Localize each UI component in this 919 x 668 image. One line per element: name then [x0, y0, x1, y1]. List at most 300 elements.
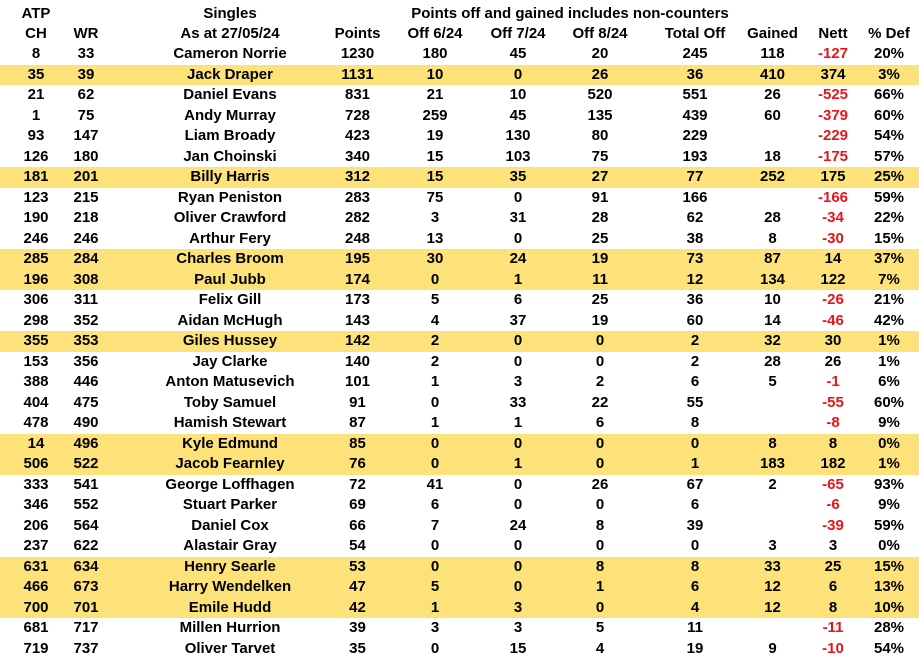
cell-def: 22%	[873, 209, 905, 226]
cell-off2: 0	[513, 352, 523, 370]
cell-ch: 466	[23, 578, 49, 595]
cell-wr: 201	[73, 168, 99, 185]
cell-wr: 475	[73, 393, 99, 411]
cell-gained: 2	[768, 475, 777, 493]
cell-wr: 311	[73, 291, 99, 308]
cell-name: Daniel Cox	[191, 516, 269, 534]
table-row	[0, 270, 919, 291]
cell-nett: 6	[828, 578, 838, 595]
table-row	[0, 85, 919, 106]
cell-off3: 0	[595, 352, 605, 370]
cell-off1: 0	[430, 455, 440, 472]
cell-off2: 0	[513, 557, 523, 575]
cell-gained: 8	[768, 434, 777, 452]
cell-ch: 333	[23, 475, 49, 493]
cell-points: 173	[344, 291, 371, 308]
cell-name: Jacob Fearnley	[175, 455, 285, 472]
table-row	[0, 188, 919, 209]
table-row	[0, 618, 919, 639]
cell-nett: -166	[817, 188, 849, 206]
header-points: Points	[334, 25, 381, 42]
cell-points: 72	[349, 475, 366, 493]
table-row	[0, 249, 919, 270]
cell-points: 53	[349, 557, 366, 575]
cell-name: George Loffhagen	[165, 475, 295, 493]
cell-points: 142	[344, 332, 371, 349]
cell-nett: 8	[828, 598, 838, 616]
table-row	[0, 126, 919, 147]
cell-total: 439	[682, 106, 708, 124]
cell-total: 36	[686, 65, 704, 83]
cell-name: Liam Broady	[184, 127, 276, 144]
cell-total: 12	[686, 270, 704, 288]
header-nett: Nett	[818, 25, 848, 42]
cell-off3: 27	[591, 168, 609, 185]
cell-ch: 123	[23, 188, 49, 206]
cell-off1: 1	[430, 414, 440, 431]
cell-off3: 8	[595, 557, 605, 575]
cell-total: 229	[682, 127, 708, 144]
cell-ch: 246	[23, 229, 49, 247]
cell-nett: -26	[822, 291, 844, 308]
cell-def: 1%	[878, 455, 900, 472]
cell-points: 54	[349, 537, 366, 554]
cell-off3: 26	[591, 65, 609, 83]
cell-total: 0	[690, 434, 700, 452]
cell-nett: 26	[824, 352, 842, 370]
cell-nett: -30	[822, 229, 844, 247]
header-off-8-24: Off 8/24	[572, 25, 628, 42]
table-row	[0, 495, 919, 516]
cell-wr: 737	[73, 639, 99, 657]
cell-off2: 0	[513, 188, 523, 206]
cell-off3: 5	[595, 619, 605, 636]
cell-ch: 8	[31, 45, 41, 62]
cell-off1: 15	[426, 168, 444, 185]
cell-off3: 25	[591, 229, 609, 247]
cell-nett: 8	[828, 434, 838, 452]
cell-name: Jack Draper	[187, 65, 273, 83]
cell-gained: 14	[764, 311, 781, 329]
cell-ch: 21	[27, 86, 45, 103]
table-row	[0, 290, 919, 311]
cell-def: 66%	[873, 86, 905, 103]
cell-off2: 1	[513, 414, 523, 431]
cell-wr: 446	[73, 373, 99, 390]
cell-total: 6	[690, 496, 700, 513]
cell-wr: 218	[73, 209, 99, 226]
cell-points: 47	[349, 578, 366, 595]
cell-wr: 353	[73, 332, 99, 349]
cell-off1: 0	[430, 393, 440, 411]
cell-ch: 237	[23, 537, 49, 554]
cell-name: Giles Hussey	[182, 332, 278, 349]
cell-total: 60	[686, 311, 704, 329]
cell-total: 1	[690, 455, 700, 472]
cell-off2: 6	[513, 291, 523, 308]
cell-off1: 2	[430, 332, 440, 349]
cell-ch: 631	[23, 557, 49, 575]
cell-off3: 25	[591, 291, 609, 308]
cell-off1: 1	[430, 598, 440, 616]
cell-wr: 490	[73, 414, 99, 431]
table-row	[0, 577, 919, 598]
cell-off1: 5	[430, 578, 440, 595]
cell-points: 66	[349, 516, 366, 534]
cell-ch: 700	[23, 598, 49, 616]
cell-off2: 1	[513, 270, 523, 288]
cell-def: 93%	[873, 475, 905, 493]
cell-off2: 0	[513, 434, 523, 452]
cell-ch: 388	[23, 373, 49, 390]
cell-points: 91	[349, 393, 366, 411]
cell-def: 15%	[873, 557, 905, 575]
cell-nett: -1	[826, 373, 840, 390]
cell-points: 85	[349, 434, 366, 452]
cell-ch: 14	[27, 434, 45, 452]
cell-off1: 19	[426, 127, 444, 144]
cell-name: Aidan McHugh	[177, 311, 283, 329]
cell-off3: 0	[595, 537, 605, 554]
cell-off3: 0	[595, 332, 605, 349]
cell-off1: 13	[426, 229, 444, 247]
cell-name: Alastair Gray	[183, 537, 277, 554]
cell-nett: -39	[822, 516, 844, 534]
cell-gained: 28	[764, 209, 781, 226]
cell-ch: 196	[23, 270, 49, 288]
cell-name: Andy Murray	[184, 106, 276, 124]
cell-off3: 91	[591, 188, 609, 206]
cell-ch: 153	[23, 352, 49, 370]
cell-name: Oliver Crawford	[173, 209, 287, 226]
cell-off1: 0	[430, 270, 440, 288]
cell-gained: 26	[764, 86, 781, 103]
header-row-1	[0, 4, 919, 24]
cell-off2: 0	[513, 65, 523, 83]
table-row	[0, 598, 919, 619]
cell-points: 195	[344, 250, 371, 267]
cell-total: 551	[682, 86, 708, 103]
table-row	[0, 208, 919, 229]
cell-points: 1131	[341, 65, 374, 83]
cell-off1: 30	[426, 250, 444, 267]
table-row	[0, 413, 919, 434]
cell-off2: 35	[509, 168, 527, 185]
cell-nett: -379	[817, 106, 849, 124]
cell-wr: 622	[73, 537, 99, 554]
table-row	[0, 65, 919, 86]
cell-total: 39	[686, 516, 704, 534]
cell-off1: 6	[430, 496, 440, 513]
cell-off2: 45	[509, 106, 527, 124]
cell-gained: 28	[764, 352, 781, 370]
header-atp: ATP	[21, 5, 51, 22]
cell-ch: 181	[23, 168, 49, 185]
cell-off3: 0	[595, 496, 605, 513]
cell-off3: 22	[591, 393, 609, 411]
cell-name: Ryan Peniston	[177, 188, 283, 206]
table-row	[0, 536, 919, 557]
cell-gained: 33	[764, 557, 781, 575]
cell-wr: 717	[73, 619, 99, 636]
cell-name: Billy Harris	[190, 168, 270, 185]
cell-gained: 118	[760, 45, 785, 62]
cell-nett: 182	[820, 455, 846, 472]
cell-off2: 0	[513, 537, 523, 554]
cell-points: 831	[344, 86, 371, 103]
cell-name: Kyle Edmund	[182, 434, 278, 452]
cell-off1: 7	[430, 516, 440, 534]
cell-name: Emile Hudd	[188, 598, 272, 616]
cell-def: 54%	[873, 639, 905, 657]
cell-def: 54%	[873, 127, 905, 144]
cell-ch: 306	[23, 291, 49, 308]
table-row	[0, 393, 919, 414]
cell-points: 728	[344, 106, 371, 124]
cell-off1: 5	[430, 291, 440, 308]
table-row	[0, 454, 919, 475]
cell-def: 37%	[873, 250, 905, 267]
cell-off2: 33	[509, 393, 527, 411]
cell-name: Stuart Parker	[182, 496, 278, 513]
cell-gained: 9	[768, 639, 777, 657]
cell-points: 248	[344, 229, 371, 247]
cell-points: 39	[349, 619, 366, 636]
cell-wr: 62	[77, 86, 95, 103]
cell-def: 9%	[878, 414, 900, 431]
cell-def: 60%	[873, 393, 905, 411]
cell-off1: 0	[430, 557, 440, 575]
cell-wr: 284	[73, 250, 99, 267]
cell-total: 11	[687, 619, 703, 636]
cell-off3: 4	[595, 639, 605, 657]
cell-off3: 75	[591, 147, 609, 165]
cell-off3: 19	[591, 311, 609, 329]
cell-wr: 75	[77, 106, 95, 124]
cell-gained: 60	[764, 106, 781, 124]
cell-total: 38	[686, 229, 704, 247]
cell-off3: 0	[595, 598, 605, 616]
header-def: % Def	[868, 25, 910, 42]
table-row	[0, 106, 919, 127]
cell-ch: 719	[23, 639, 49, 657]
cell-off1: 1	[430, 373, 440, 390]
cell-off3: 80	[591, 127, 609, 144]
cell-off2: 0	[513, 578, 523, 595]
cell-def: 59%	[873, 188, 905, 206]
cell-points: 312	[344, 168, 371, 185]
cell-nett: 30	[824, 332, 842, 349]
cell-points: 143	[344, 311, 371, 329]
cell-ch: 93	[27, 127, 45, 144]
cell-off2: 10	[509, 86, 527, 103]
cell-wr: 541	[73, 475, 99, 493]
cell-off3: 11	[592, 270, 608, 288]
cell-gained: 410	[759, 65, 786, 83]
table-row	[0, 167, 919, 188]
cell-wr: 246	[73, 229, 99, 247]
cell-name: Henry Searle	[184, 557, 276, 575]
cell-nett: -127	[817, 45, 849, 62]
cell-ch: 190	[23, 209, 49, 226]
cell-def: 20%	[873, 45, 905, 62]
cell-off1: 15	[426, 147, 444, 165]
cell-nett: -34	[822, 209, 844, 226]
cell-name: Cameron Norrie	[173, 45, 287, 62]
cell-gained: 5	[768, 373, 777, 390]
cell-ch: 206	[23, 516, 49, 534]
cell-total: 2	[690, 332, 700, 349]
cell-off2: 103	[505, 147, 531, 165]
cell-off3: 19	[591, 250, 609, 267]
cell-total: 193	[682, 147, 708, 165]
cell-nett: 25	[824, 557, 842, 575]
cell-total: 8	[690, 557, 700, 575]
cell-def: 60%	[873, 106, 905, 124]
cell-points: 69	[349, 496, 366, 513]
cell-def: 0%	[878, 537, 900, 554]
cell-ch: 478	[23, 414, 49, 431]
cell-ch: 346	[23, 496, 49, 513]
cell-ch: 404	[23, 393, 49, 411]
cell-total: 62	[686, 209, 704, 226]
cell-total: 36	[686, 291, 704, 308]
header-gained: Gained	[747, 25, 798, 42]
cell-wr: 634	[73, 557, 99, 575]
cell-points: 340	[344, 147, 371, 165]
cell-off1: 10	[426, 65, 444, 83]
header-ch: CH	[25, 25, 47, 42]
cell-nett: -8	[826, 414, 840, 431]
table-row	[0, 434, 919, 455]
cell-off2: 24	[509, 250, 527, 267]
cell-off1: 3	[430, 209, 440, 226]
cell-def: 21%	[873, 291, 905, 308]
cell-wr: 147	[73, 127, 99, 144]
cell-wr: 673	[73, 578, 99, 595]
cell-name: Oliver Tarvet	[184, 639, 276, 657]
table-row	[0, 639, 919, 660]
cell-total: 0	[690, 537, 700, 554]
cell-def: 1%	[878, 332, 900, 349]
cell-total: 4	[690, 598, 700, 616]
cell-ch: 285	[23, 250, 49, 267]
cell-wr: 564	[73, 516, 99, 534]
cell-off3: 26	[591, 475, 609, 493]
cell-wr: 180	[73, 147, 99, 165]
cell-off3: 0	[595, 434, 605, 452]
cell-nett: -175	[817, 147, 849, 165]
cell-def: 7%	[878, 270, 900, 288]
cell-gained: 10	[764, 291, 781, 308]
cell-name: Felix Gill	[198, 291, 262, 308]
cell-off2: 24	[509, 516, 527, 534]
table-row	[0, 44, 919, 65]
cell-wr: 33	[77, 45, 95, 62]
header-off-7-24: Off 7/24	[490, 25, 546, 42]
cell-off2: 130	[505, 127, 531, 144]
cell-off1: 0	[430, 434, 440, 452]
cell-wr: 356	[73, 352, 99, 370]
header-wr: WR	[73, 25, 99, 42]
cell-points: 76	[349, 455, 366, 472]
cell-nett: -55	[822, 393, 844, 411]
table-row	[0, 311, 919, 332]
table-row	[0, 331, 919, 352]
cell-nett: -525	[817, 86, 849, 103]
header-singles: Singles	[203, 5, 257, 22]
cell-name: Jay Clarke	[192, 352, 268, 370]
cell-def: 9%	[878, 496, 900, 513]
cell-off1: 180	[422, 45, 448, 62]
cell-off1: 75	[426, 188, 444, 206]
cell-name: Paul Jubb	[194, 270, 266, 288]
cell-points: 1230	[340, 45, 375, 62]
cell-total: 67	[686, 475, 704, 493]
cell-wr: 496	[73, 434, 99, 452]
cell-def: 13%	[873, 578, 905, 595]
cell-off3: 0	[595, 455, 605, 472]
cell-off2: 0	[513, 475, 523, 493]
cell-wr: 522	[73, 455, 99, 472]
cell-ch: 35	[27, 65, 45, 83]
cell-name: Millen Hurrion	[179, 619, 281, 636]
cell-wr: 552	[73, 496, 99, 513]
cell-def: 25%	[873, 168, 905, 185]
cell-name: Jan Choinski	[183, 147, 277, 165]
cell-ch: 681	[23, 619, 49, 636]
cell-nett: 374	[820, 65, 846, 83]
cell-off1: 21	[426, 86, 444, 103]
table-row	[0, 147, 919, 168]
cell-ch: 506	[23, 455, 49, 472]
cell-off3: 1	[595, 578, 605, 595]
cell-points: 423	[344, 127, 371, 144]
cell-points: 282	[344, 209, 371, 226]
cell-off3: 520	[587, 86, 613, 103]
cell-off1: 259	[422, 106, 448, 124]
cell-off3: 28	[591, 209, 609, 226]
cell-points: 101	[344, 373, 371, 390]
table-row	[0, 352, 919, 373]
cell-off2: 37	[509, 311, 527, 329]
table-row	[0, 229, 919, 250]
cell-off2: 0	[513, 496, 523, 513]
cell-ch: 1	[31, 106, 41, 124]
table-row	[0, 516, 919, 537]
cell-total: 77	[686, 168, 704, 185]
cell-total: 73	[686, 250, 704, 267]
cell-def: 57%	[873, 147, 905, 165]
cell-gained: 3	[768, 537, 777, 554]
cell-nett: 122	[820, 270, 846, 288]
cell-points: 174	[344, 270, 371, 288]
cell-points: 87	[349, 414, 366, 431]
header-as-at: As at 27/05/24	[180, 25, 280, 42]
cell-points: 35	[349, 639, 366, 657]
cell-wr: 39	[77, 65, 95, 83]
cell-name: Harry Wendelken	[168, 578, 292, 595]
cell-total: 55	[686, 393, 704, 411]
cell-name: Hamish Stewart	[173, 414, 287, 431]
cell-off2: 1	[513, 455, 523, 472]
cell-def: 59%	[873, 516, 905, 534]
cell-off3: 2	[595, 373, 605, 390]
cell-ch: 126	[23, 147, 49, 165]
cell-def: 6%	[878, 373, 900, 390]
cell-def: 1%	[878, 352, 900, 370]
cell-ch: 298	[23, 311, 49, 329]
